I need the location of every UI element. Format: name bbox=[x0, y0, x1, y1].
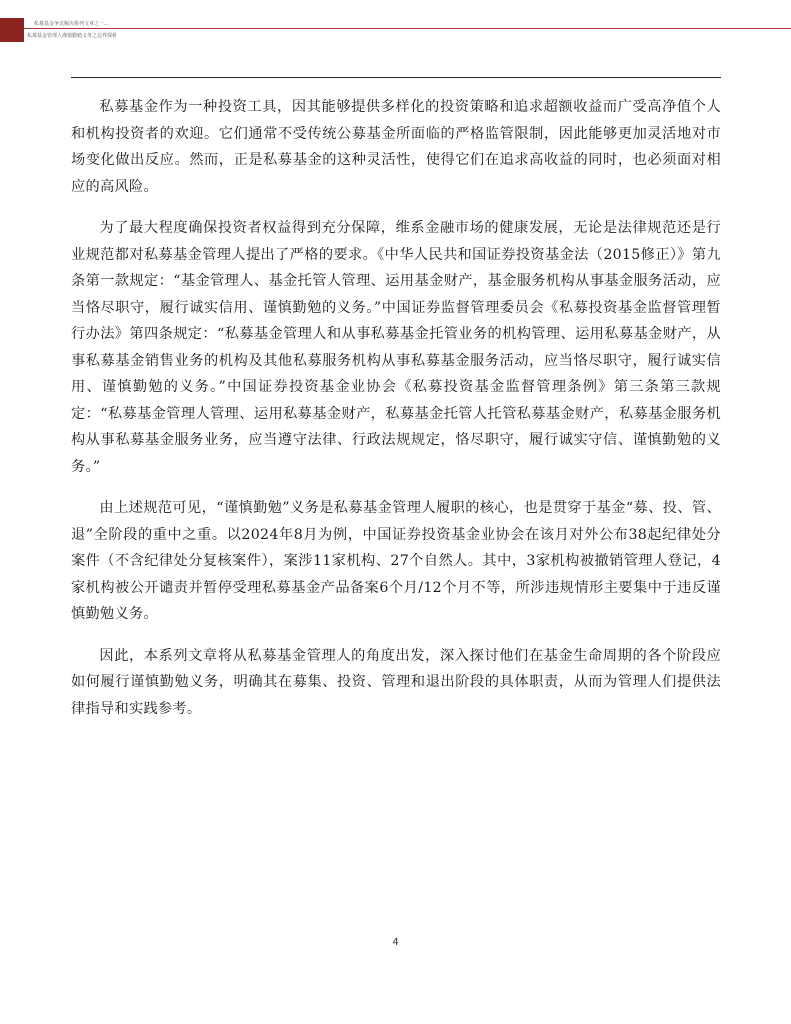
page-number: 4 bbox=[392, 937, 399, 948]
document-body bbox=[71, 94, 721, 737]
paragraph-regulations: 为了最大程度确保投资者权益得到充分保障，维系金融市场的健康发展，无论是法律规范还是行业规范都对私募基金管理人提出了严格的要求。《中华人民共和国证券投资基金法（2015修正）》第九条第一款规定：“基金管理人、基金托管人管理、运用基金财产，基金服务机构从事基金服务活动，应当恪尽职守，履行诚实信用、谨慎勤勉的义务。”中国证券监督管理委员会《私募投资基金监督管理暂行办法》第四条规定：“私募基金管理人和从事私募基金托管业务的机构管理、运用私募基金财产，从事私募基金销售业务的机构及其他私募服务机构从事私募基金服务活动，应当恪尽职守，履行诚实信用、谨慎勤勉的义务。”中国证券投资基金业协会《私募投资基金监督管理条例》第三条第三款规定：“私募基金管理人管理、运用私募基金财产，私募基金托管人托管私募基金财产，私募基金服务机构从事私募基金服务业务，应当遵守法律、行政法规规定，恪尽职守，履行诚实守信、谨慎勤勉的义务。” bbox=[71, 220, 721, 475]
header-accent-block bbox=[0, 18, 24, 42]
paragraph-series-purpose: 因此，本系列文章将从私募基金管理人的角度出发，深入探讨他们在基金生命周期的各个阶段应如何履行谨慎勤勉义务，明确其在募集、投资、管理和退出阶段的具体职责，从而为管理人们提供法律指导和实践参考。 bbox=[71, 647, 721, 717]
content-top-rule bbox=[71, 77, 721, 78]
paragraph-diligence-duty: 由上述规范可见，“谨慎勤勉”义务是私募基金管理人履职的核心，也是贯穿于基金“募、投、管、退”全阶段的重中之重。以2024年8月为例，中国证券投资基金业协会在该月对外公布38起纪律处分案件（不含纪律处分复核案件），案涉11家机构、27个自然人。其中，3家机构被撤销管理人登记，4家机构被公开谴责并暂停受理私募基金产品备案6个月/12个月不等，所涉违规情形主要集中于违反谨慎勤勉义务。 bbox=[71, 500, 721, 622]
header-rule bbox=[24, 28, 791, 29]
header-article-title: 私募基金管理人谨慎勤勉义务之边界探析 bbox=[27, 33, 118, 39]
paragraph-intro: 私募基金作为一种投资工具，因其能够提供多样化的投资策略和追求超额收益而广受高净值个人和机构投资者的欢迎。它们通常不受传统公募基金所面临的严格监管限制，因此能够更加灵活地对市场变化做出反应。然而，正是私募基金的这种灵活性，使得它们在追求高收益的同时，也必须面对相应的高风险。 bbox=[71, 99, 721, 195]
header-series-title: 私募基金争议解决系列文章之一... bbox=[34, 21, 109, 27]
